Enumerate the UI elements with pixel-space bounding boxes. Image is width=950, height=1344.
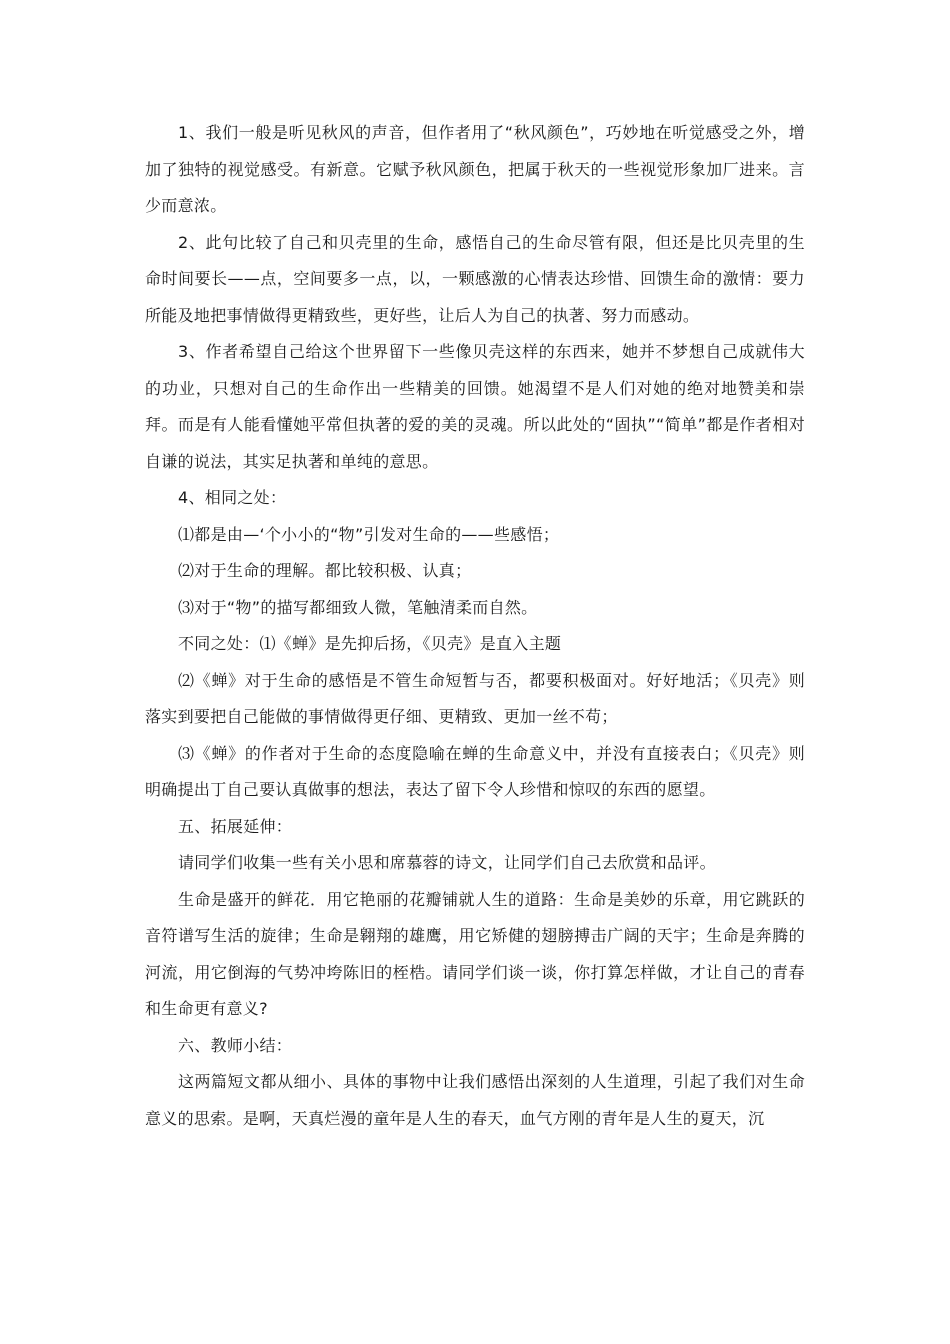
paragraph-extension-task: 请同学们收集一些有关小思和席慕蓉的诗文，让同学们自己去欣赏和品评。	[178, 853, 716, 872]
paragraph-answer-2: 2、此句比较了自己和贝壳里的生命，感悟自己的生命尽管有限，但还是比贝壳里的生命时间要长——点，空间要多一点，以，一颗感激的心情表达珍惜、回馈生命的激情：要力所能及地把事情做得更精致些，更好些，让后人为自己的执著、努力而感动。	[145, 232, 805, 325]
paragraph-answer-3: 3、作者希望自己给这个世界留下一些像贝壳这样的东西来，她并不梦想自己成就伟大的功业，只想对自己的生命作出一些精美的回馈。她渴望不是人们对她的绝对地赞美和崇拜。而是有人能看懂她平常但执著的爱的美的灵魂。所以此处的“固执”“简单”都是作者相对自谦的说法，其实足执著和单纯的意思。	[145, 342, 805, 471]
paragraph-similarity-2: ⑵对于生命的理解。都比较积极、认真；	[178, 561, 472, 580]
paragraph-life-essay: 生命是盛开的鲜花．用它艳丽的花瓣铺就人生的道路：生命是美妙的乐章，用它跳跃的音符谱写生活的旋律；生命是翱翔的雄鹰，用它矫健的翅膀搏击广阔的天宇；生命是奔腾的河流，用它倒海的气势冲垮陈旧的桎梏。请同学们谈一谈，你打算怎样做，才让自己的青春和生命更有意义?	[145, 889, 805, 1018]
paragraph-difference-2: ⑵《蝉》对于生命的感悟是不管生命短暂与否，都要积极面对。好好地活；《贝壳》则落实到要把自己能做的事情做得更仔细、更精致、更加一丝不苟；	[145, 670, 805, 726]
paragraph-difference-1: 不同之处：⑴《蝉》是先抑后扬，《贝壳》是直入主题	[178, 634, 562, 653]
section-heading-summary: 六、教师小结：	[178, 1035, 293, 1055]
paragraph-answer-4-heading: 4、相同之处：	[178, 488, 287, 507]
paragraph-difference-3: ⑶《蝉》的作者对于生命的态度隐喻在蝉的生命意义中，并没有直接表白；《贝壳》则明确提出丁自己要认真做事的想法，表达了留下令人珍惜和惊叹的东西的愿望。	[145, 743, 805, 799]
paragraph-similarity-3: ⑶对于“物”的描写都细致人微，笔触清柔而自然。	[178, 597, 538, 617]
paragraph-similarity-1: ⑴都是由—‘个小小的“物”引发对生命的——些感悟；	[178, 524, 560, 544]
paragraph-summary: 这两篇短文都从细小、具体的事物中让我们感悟出深刻的人生道理，引起了我们对生命意义的思索。是啊，天真烂漫的童年是人生的春天，血气方刚的青年是人生的夏天，沉	[145, 1072, 805, 1128]
document-body	[145, 115, 805, 1137]
section-heading-extension: 五、拓展延伸：	[178, 816, 293, 836]
paragraph-answer-1: 1、我们一般是听见秋风的声音，但作者用了“秋风颜色”，巧妙地在听觉感受之外，增加了独特的视觉感受。有新意。它赋予秋风颜色，把属于秋天的一些视觉形象加厂进来。言少而意浓。	[145, 123, 805, 215]
